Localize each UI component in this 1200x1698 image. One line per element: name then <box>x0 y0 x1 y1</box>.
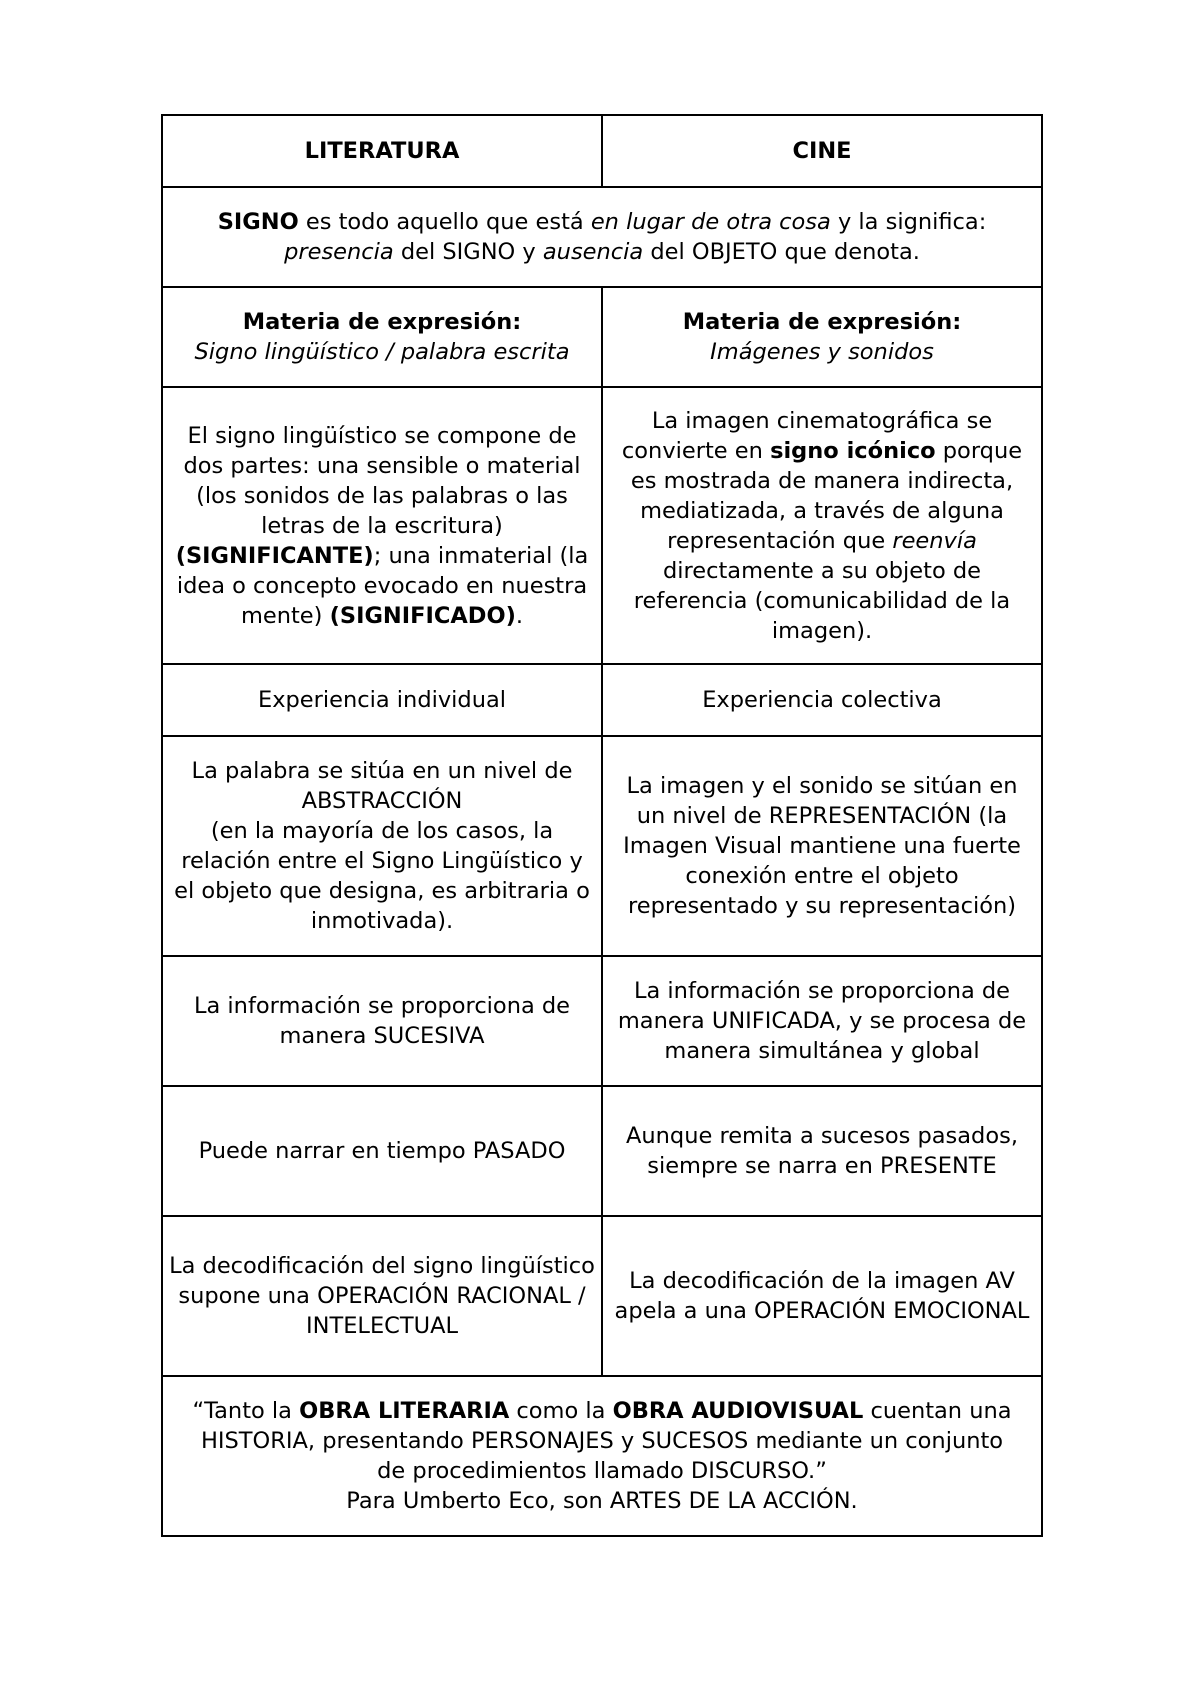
materia-literatura-value: Signo lingüístico / palabra escrita <box>194 339 570 365</box>
reenvia-label: reenvía <box>892 527 977 554</box>
significante-label: (SIGNIFICANTE) <box>175 542 374 569</box>
partes-left-c: . <box>515 602 524 629</box>
cita-text-c: cuentan una HISTORIA, presentando PERSONAJES y SUCESOS mediante un conjunto de procedimientos llamado DISCURSO.” <box>200 1398 1012 1484</box>
materia-literatura-cell <box>162 287 602 387</box>
header-cine: CINE <box>602 115 1042 187</box>
cita-quote <box>187 1396 1017 1486</box>
informacion-cine: La información se proporciona de manera UNIFICADA, y se procesa de manera simultánea y global <box>602 956 1042 1086</box>
cita-row <box>162 1376 1042 1536</box>
materia-literatura-title: Materia de expresión: <box>242 309 522 335</box>
materia-cine-cell <box>602 287 1042 387</box>
signo-italic-a: en lugar de otra cosa <box>590 209 831 235</box>
obra-literaria-label: OBRA LITERARIA <box>299 1398 510 1424</box>
informacion-literatura: La información se proporciona de manera SUCESIVA <box>162 956 602 1086</box>
tiempo-literatura: Puede narrar en tiempo PASADO <box>162 1086 602 1216</box>
partes-row <box>162 387 1042 664</box>
materia-cine-title: Materia de expresión: <box>682 309 962 335</box>
signo-text-c: del SIGNO y <box>393 239 543 265</box>
signo-definition <box>162 187 1042 287</box>
experiencia-cine: Experiencia colectiva <box>602 664 1042 736</box>
partes-cine-cell <box>602 387 1042 664</box>
partes-right-b: porque es mostrada de manera indirecta, mediatizada, a través de alguna representación que <box>630 437 1023 554</box>
informacion-row <box>162 956 1042 1086</box>
comparison-table <box>161 114 1043 1537</box>
signo-text-b: y la significa: <box>830 209 987 235</box>
tiempo-row <box>162 1086 1042 1216</box>
decodificacion-row <box>162 1216 1042 1376</box>
signo-iconico-label: signo icónico <box>770 437 936 464</box>
abstraccion-literatura-cell <box>162 736 602 956</box>
decodificacion-literatura: La decodificación del signo lingüístico supone una OPERACIÓN RACIONAL / INTELECTUAL <box>162 1216 602 1376</box>
cita-cell <box>162 1376 1042 1536</box>
partes-literatura-cell <box>162 387 602 664</box>
abstraccion-literatura-line2: (en la mayoría de los casos, la relación entre el Signo Lingüístico y el objeto que designa, es arbitraria o inmotivada). <box>174 818 590 934</box>
partes-left-b: ; una inmaterial (la idea o concepto evocado en nuestra mente) <box>176 542 589 629</box>
signo-text-d: del OBJETO que denota. <box>643 239 920 265</box>
experiencia-row <box>162 664 1042 736</box>
cita-text-a: “Tanto la <box>192 1398 300 1424</box>
signo-italic-c: ausencia <box>542 239 644 265</box>
cita-text-b: como la <box>509 1398 613 1424</box>
header-literatura: LITERATURA <box>162 115 602 187</box>
materia-row <box>162 287 1042 387</box>
header-row <box>162 115 1042 187</box>
signo-italic-b: presencia <box>284 239 394 265</box>
representacion-cine: La imagen y el sonido se sitúan en un nivel de REPRESENTACIÓN (la Imagen Visual mantiene una fuerte conexión entre el objeto representado y su representación) <box>602 736 1042 956</box>
significado-label: (SIGNIFICADO) <box>329 602 516 629</box>
partes-right-c: directamente a su objeto de referencia (comunicabilidad de la imagen). <box>633 557 1011 644</box>
abstraccion-row <box>162 736 1042 956</box>
signo-row <box>162 187 1042 287</box>
cita-attribution: Para Umberto Eco, son ARTES DE LA ACCIÓN. <box>346 1488 858 1514</box>
experiencia-literatura: Experiencia individual <box>162 664 602 736</box>
tiempo-cine: Aunque remita a sucesos pasados, siempre se narra en PRESENTE <box>602 1086 1042 1216</box>
partes-right-a: La imagen cinematográfica se convierte en <box>621 407 993 464</box>
signo-text-a: es todo aquello que está <box>298 209 591 235</box>
obra-audiovisual-label: OBRA AUDIOVISUAL <box>612 1398 864 1424</box>
partes-left-a: El signo lingüístico se compone de dos partes: una sensible o material (los sonidos de las palabras o las letras de la escritura) <box>183 422 581 539</box>
decodificacion-cine: La decodificación de la imagen AV apela a una OPERACIÓN EMOCIONAL <box>602 1216 1042 1376</box>
materia-cine-value: Imágenes y sonidos <box>710 339 934 365</box>
signo-term: SIGNO <box>217 209 299 235</box>
abstraccion-literatura-line1: La palabra se sitúa en un nivel de ABSTRACCIÓN <box>191 758 573 814</box>
